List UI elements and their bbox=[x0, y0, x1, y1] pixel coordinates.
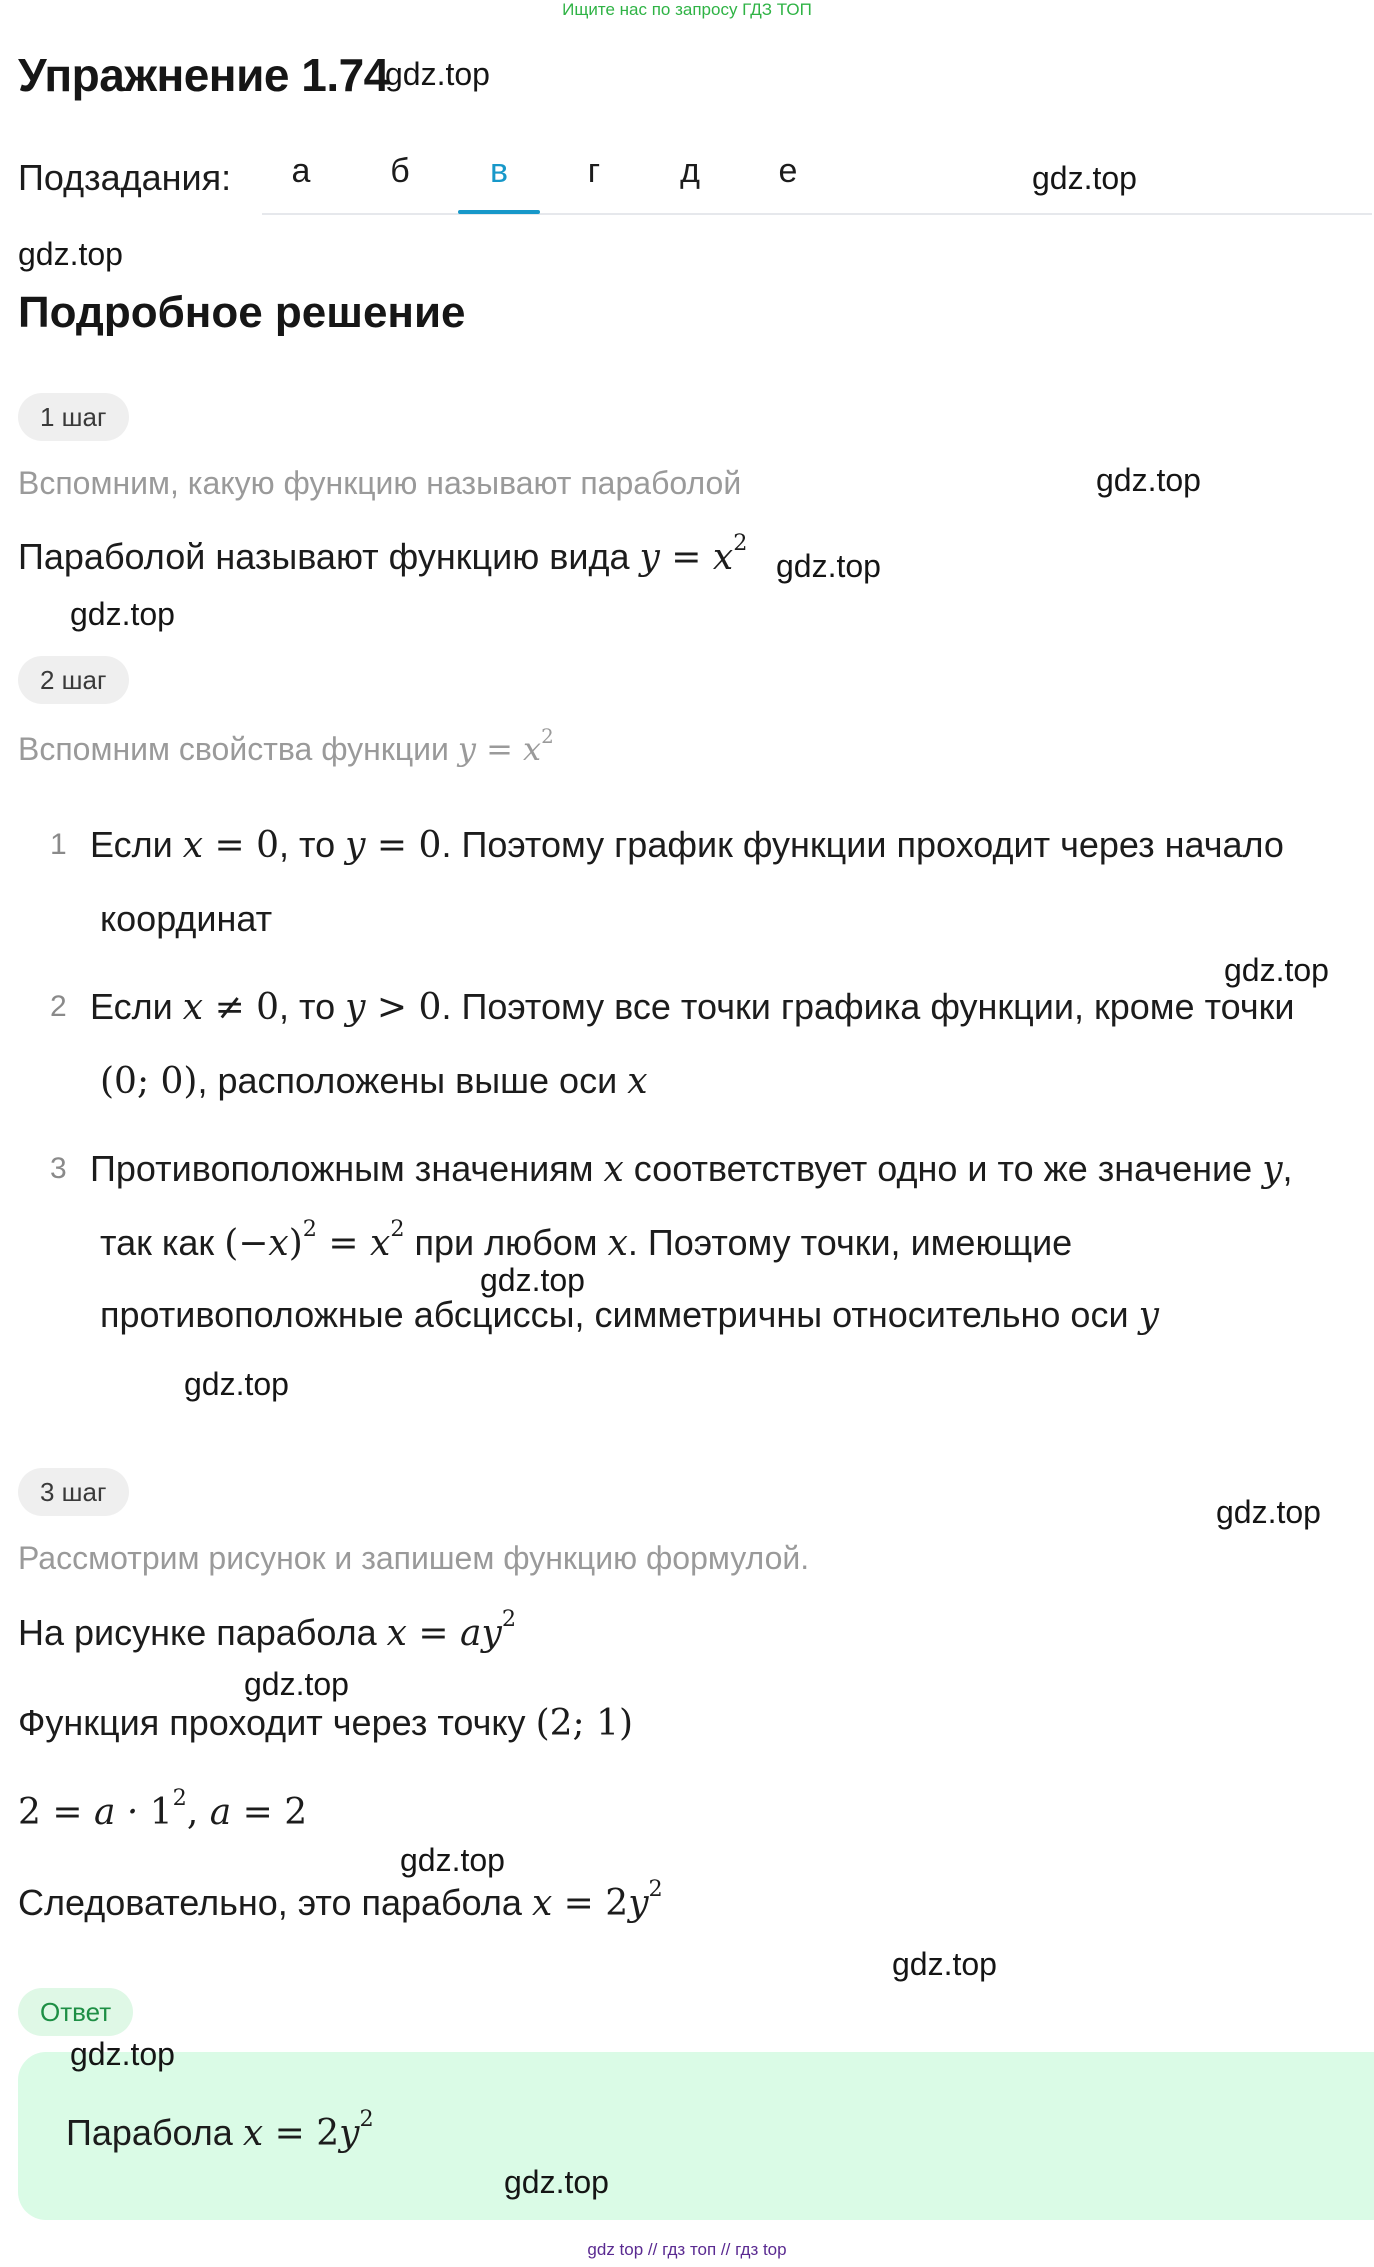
step-2-caption-text: Вспомним свойства функции bbox=[18, 731, 449, 767]
step-2-caption bbox=[18, 725, 554, 768]
formula-x-2y2: $x = 2y^2$ bbox=[242, 2106, 374, 2154]
list-number: 1 bbox=[50, 828, 67, 861]
point-2-1: (2; 1) bbox=[535, 1703, 634, 1744]
text: Следовательно, это парабола bbox=[18, 1882, 522, 1923]
active-tab-indicator bbox=[458, 210, 540, 214]
watermark: gdz.top bbox=[244, 1666, 349, 1702]
tab-a[interactable]: а bbox=[291, 152, 311, 190]
tab-d[interactable]: д bbox=[680, 152, 700, 190]
step-2-badge: 2 шаг bbox=[18, 656, 129, 704]
solution-title: Подробное решение bbox=[18, 288, 466, 337]
watermark: gdz.top bbox=[1216, 1494, 1321, 1530]
formula: y = 0 bbox=[345, 825, 442, 866]
text: , то bbox=[279, 824, 336, 865]
text: . Поэтому график функции проходит через начало bbox=[441, 824, 1284, 865]
text: противоположные абсциссы, симметричны относительно оси bbox=[100, 1294, 1129, 1335]
property-3-line-3 bbox=[100, 1294, 1159, 1336]
step-3-caption: Рассмотрим рисунок и запишем функцию формулой. bbox=[18, 1540, 810, 1576]
subtasks-label: Подзадания: bbox=[18, 157, 232, 198]
watermark: gdz.top bbox=[184, 1366, 289, 1402]
watermark: gdz.top bbox=[385, 56, 490, 92]
text: , то bbox=[279, 986, 336, 1027]
answer-badge: Ответ bbox=[18, 1988, 133, 2036]
tab-g[interactable]: г bbox=[587, 152, 601, 190]
formula-y-x2: $y = x^2$ bbox=[639, 530, 748, 578]
tabs-divider bbox=[262, 213, 1372, 215]
answer-text bbox=[66, 2106, 374, 2154]
watermark: gdz.top bbox=[18, 236, 123, 272]
formula-x-ay2: $x = ay^2$ bbox=[386, 1606, 517, 1654]
text: Функция проходит через точку bbox=[18, 1702, 526, 1743]
text: соответствует одно и то же значение bbox=[633, 1148, 1253, 1189]
formula: x ≠ 0 bbox=[182, 987, 280, 1028]
watermark: gdz.top bbox=[70, 2036, 175, 2072]
watermark: gdz.top bbox=[1032, 160, 1137, 196]
step-3-badge: 3 шаг bbox=[18, 1468, 129, 1516]
watermark: gdz.top bbox=[892, 1946, 997, 1982]
text: Если bbox=[90, 824, 173, 865]
list-number: 3 bbox=[50, 1152, 67, 1185]
property-1-line-2: координат bbox=[100, 898, 273, 939]
tab-b[interactable]: б bbox=[390, 152, 410, 190]
step-1-badge: 1 шаг bbox=[18, 393, 129, 441]
page-title: Упражнение 1.74 bbox=[18, 49, 389, 101]
var-y: y bbox=[1262, 1149, 1283, 1190]
watermark: gdz.top bbox=[776, 548, 881, 584]
property-3-line-2 bbox=[100, 1216, 1073, 1264]
point-origin: (0; 0) bbox=[100, 1061, 198, 1102]
text: . Поэтому точки, имеющие bbox=[627, 1222, 1073, 1263]
list-number: 2 bbox=[50, 990, 67, 1023]
watermark: gdz.top bbox=[400, 1842, 505, 1878]
axis-y: y bbox=[1138, 1295, 1159, 1336]
watermark: gdz.top bbox=[504, 2164, 609, 2200]
search-banner[interactable]: Ищите нас по запросу ГДЗ ТОП bbox=[562, 0, 812, 19]
tab-e[interactable]: е bbox=[778, 152, 798, 190]
property-3-line-1: Противоположным значениям x соответствует одно и то же значение y, bbox=[90, 1148, 1293, 1190]
property-1-line-1 bbox=[90, 824, 1284, 866]
watermark: gdz.top bbox=[1224, 952, 1329, 988]
watermark: gdz.top bbox=[70, 596, 175, 632]
text: Противоположным значениям bbox=[90, 1148, 594, 1189]
step-3-equation: $2 = a \cdot 1^2$, a = 2 bbox=[18, 1785, 308, 1833]
property-2-line-2 bbox=[100, 1060, 648, 1102]
step-1-caption: Вспомним, какую функцию называют параболой bbox=[18, 465, 742, 501]
parabola-definition bbox=[18, 530, 748, 578]
formula: x = 0 bbox=[182, 825, 280, 866]
watermark: gdz.top bbox=[480, 1262, 585, 1298]
step-3-line-1 bbox=[18, 1606, 517, 1654]
text: так как bbox=[100, 1222, 215, 1263]
text: , расположены выше оси bbox=[197, 1060, 618, 1101]
footer-links[interactable]: gdz top // гдз топ // гдз top bbox=[587, 2240, 787, 2259]
formula-y-x2: $y = x^2$ bbox=[457, 725, 554, 768]
formula-x-2y2: $x = 2y^2$ bbox=[531, 1876, 663, 1924]
tab-v[interactable]: в bbox=[489, 152, 509, 190]
step-3-line-2 bbox=[18, 1702, 633, 1744]
definition-text: Параболой называют функцию вида bbox=[18, 536, 630, 577]
text: Если bbox=[90, 986, 173, 1027]
watermark: gdz.top bbox=[1096, 462, 1201, 498]
var-x: x bbox=[607, 1223, 628, 1264]
text: . Поэтому все точки графика функции, кроме точки bbox=[441, 986, 1295, 1027]
axis-x: x bbox=[627, 1061, 648, 1102]
step-3-line-4 bbox=[18, 1876, 663, 1924]
property-2-line-1 bbox=[90, 986, 1295, 1028]
text: Парабола bbox=[66, 2112, 233, 2153]
formula: y > 0 bbox=[345, 987, 442, 1028]
var-x: x bbox=[603, 1149, 624, 1190]
text: На рисунке парабола bbox=[18, 1612, 377, 1653]
formula: $(-x)^2 = x^2$ bbox=[224, 1216, 405, 1264]
text: при любом bbox=[414, 1222, 598, 1263]
